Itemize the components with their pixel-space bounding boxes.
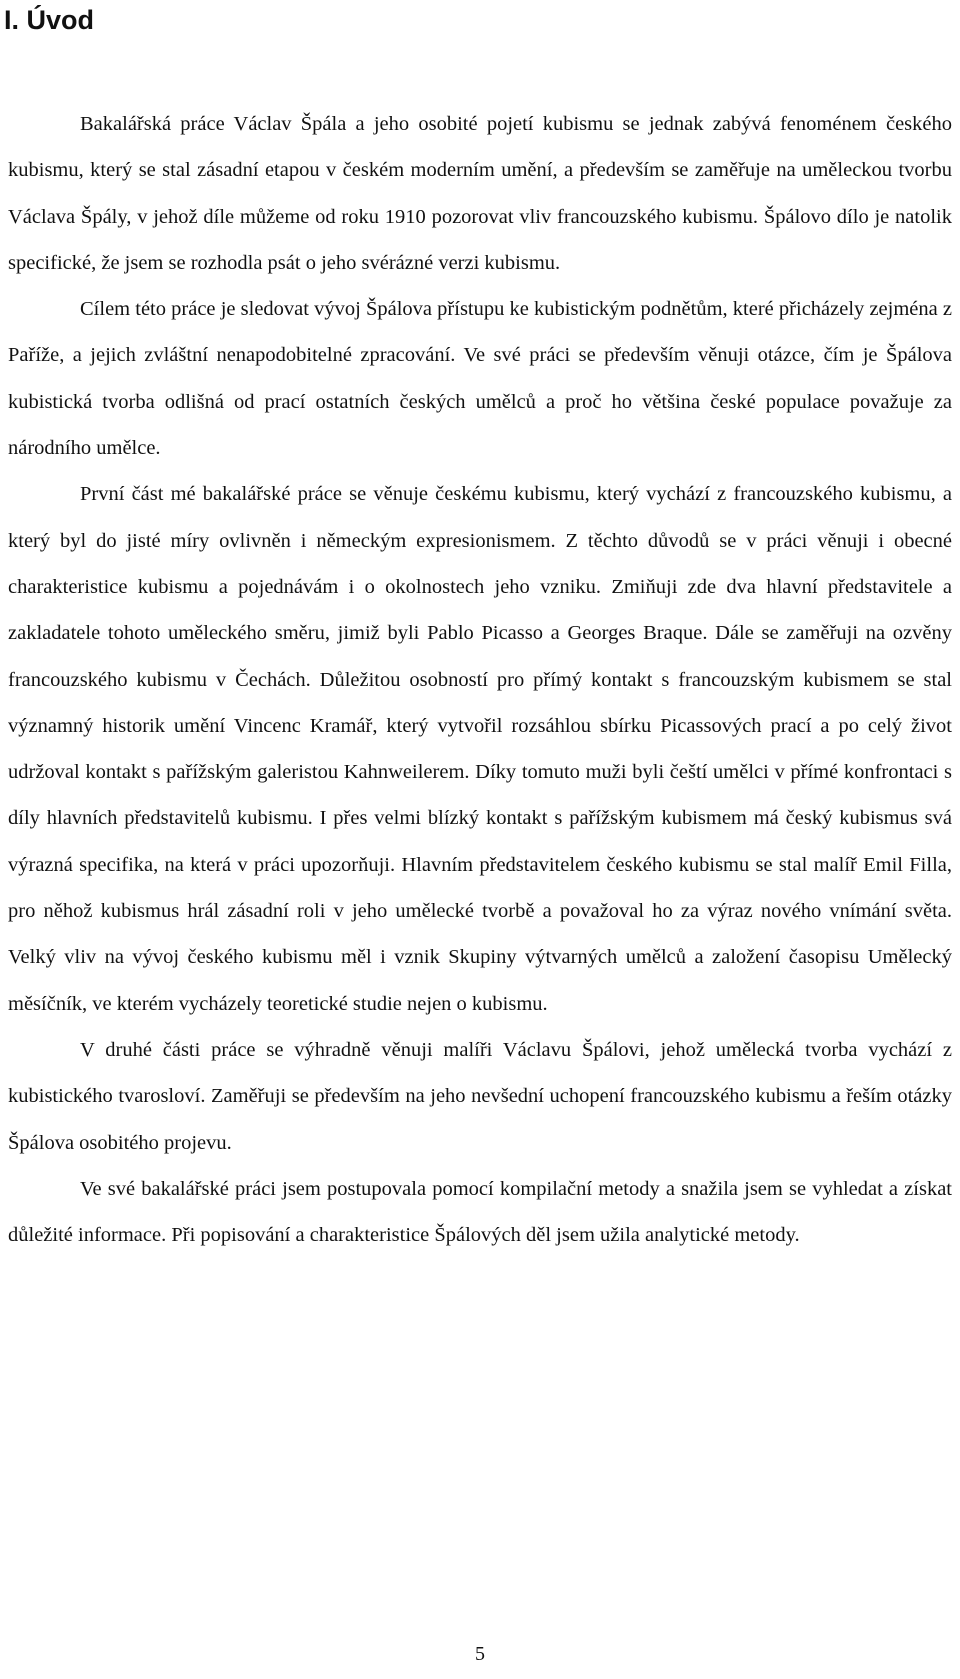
paragraph-intro: Bakalářská práce Václav Špála a jeho osobité pojetí kubismu se jednak zabývá fenoménem českého kubismu, který se stal zásadní etapou v českém moderním umění, a především se zaměřuje na uměleckou tvorbu Václava Špály, v jehož díle můžeme od roku 1910 pozorovat vliv francouzského kubismu. Špálovo dílo je natolik specifické, že jsem se rozhodla psát o jeho svérázné verzi kubismu. xyxy=(8,113,952,274)
paragraph-second-part: V druhé části práce se výhradně věnuji malíři Václavu Špálovi, jehož umělecká tvorba vychází z kubistického tvarosloví. Zaměřuji se především na jeho nevšední uchopení francouzského kubismu a řeším otázky Špálova osobitého projevu. xyxy=(8,1038,952,1154)
paragraph-goal: Cílem této práce je sledovat vývoj Špálova přístupu ke kubistickým podnětům, které přicházely zejména z Paříže, a jejich zvláštní nenapodobitelné zpracování. Ve své práci se především věnuji otázce, čím je Špálova kubistická tvorba odlišná od prací ostatních českých umělců a proč ho většina české populace považuje za národního umělce. xyxy=(8,298,952,460)
paragraph-method: Ve své bakalářské práci jsem postupovala pomocí kompilační metody a snažila jsem se vyhledat a získat důležité informace. Při popisování a charakteristice Špálových děl jsem užila analytické metody. xyxy=(8,1177,952,1247)
section-heading: I. Úvod xyxy=(4,5,95,35)
body-text xyxy=(8,101,952,1258)
paragraph-first-part: První část mé bakalářské práce se věnuje českému kubismu, který vychází z francouzského kubismu, a který byl do jisté míry ovlivněn i německým expresionismem. Z těchto důvodů se v práci věnuji i obecné charakteristice kubismu a pojednávám i o okolnostech jeho vzniku. Zmiňuji zde dva hlavní představitele a zakladatele tohoto uměleckého směru, jimiž byli Pablo Picasso a Georges Braque. Dále se zaměřuji na ozvěny francouzského kubismu v Čechách. Důležitou osobností pro přímý kontakt s francouzským kubismem se stal významný historik umění Vincenc Kramář, který vytvořil rozsáhlou sbírku Picassových prací a po celý život udržoval kontakt s pařížským galeristou Kahnweilerem. Díky tomuto muži byli čeští umělci v přímé konfrontaci s díly hlavních představitelů kubismu. I přes velmi blízký kontakt s pařížským kubismem má český kubismus svá výrazná specifika, na která v práci upozorňuji. Hlavním představitelem českého kubismu se stal malíř Emil Filla, pro něhož kubismus hrál zásadní roli v jeho umělecké tvorbě a považoval ho za výraz nového vnímání světa. Velký vliv na vývoj českého kubismu měl i vznik Skupiny výtvarných umělců a založení časopisu Umělecký měsíčník, ve kterém vycházely teoretické studie nejen o kubismu. xyxy=(8,483,952,1015)
page-number: 5 xyxy=(475,1643,485,1665)
